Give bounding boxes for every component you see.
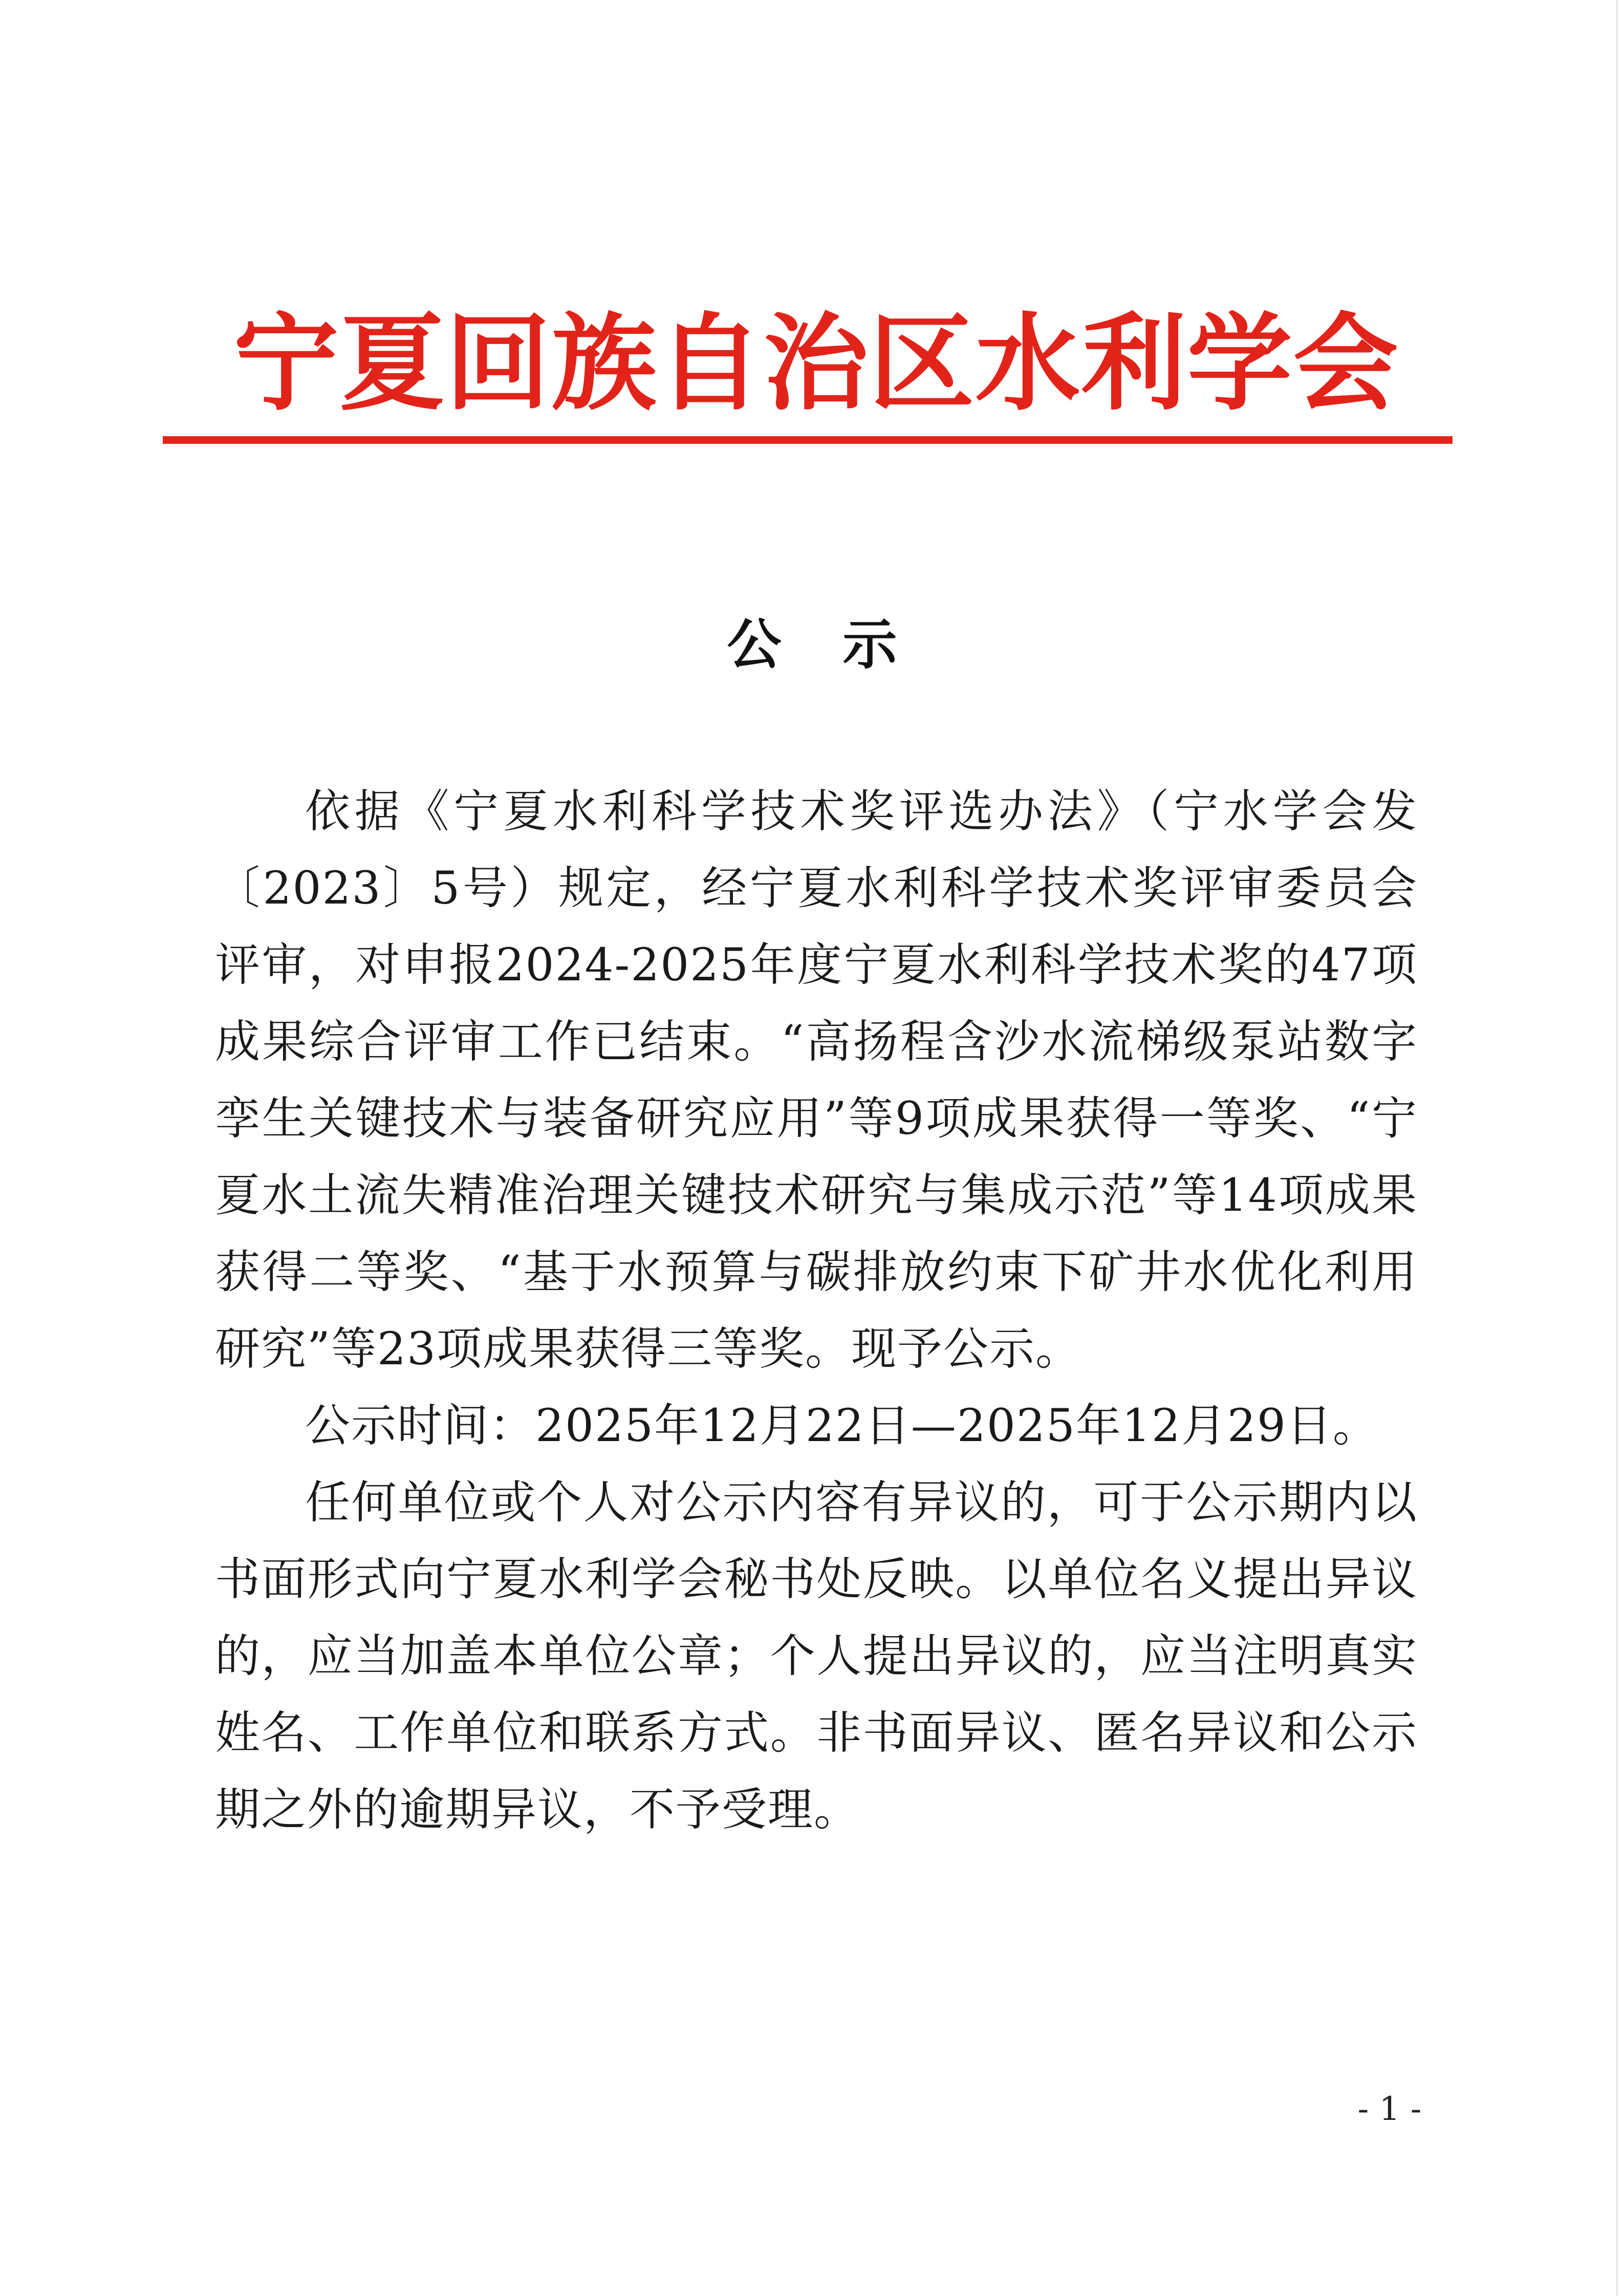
masthead-red-rule	[163, 436, 1453, 444]
paragraph-publicity-period: 公示时间：2025年12月22日—2025年12月29日。	[305, 1399, 1379, 1452]
document-body	[215, 773, 1418, 1848]
paragraph-announcement: 依据《宁夏水利科学技术奖评选办法》（宁水学会发〔2023〕5号）规定，经宁夏水利科学技术奖评审委员会评审，对申报2024-2025年度宁夏水利科学技术奖的47项成果综合评审工作已结束。“高扬程含沙水流梯级泵站数字孪生关键技术与装备研究应用”等9项成果获得一等奖、“宁夏水土流失精准治理关键技术研究与集成示范”等14项成果获得二等奖、“基于水预算与碳排放约束下矿井水优化利用研究”等23项成果获得三等奖。现予公示。	[215, 785, 1418, 1375]
paragraph-objection-instructions: 任何单位或个人对公示内容有异议的，可于公示期内以书面形式向宁夏水利学会秘书处反映。以单位名义提出异议的，应当加盖本单位公章；个人提出异议的，应当注明真实姓名、工作单位和联系方式。非书面异议、匿名异议和公示期之外的逾期异议，不予受理。	[215, 1476, 1418, 1836]
masthead-organization: 宁夏回族自治区水利学会	[233, 302, 1399, 425]
page-number: - 1 -	[1357, 2090, 1422, 2128]
document-title: 公示	[727, 613, 959, 676]
page-edge-divider	[1616, 0, 1618, 2296]
